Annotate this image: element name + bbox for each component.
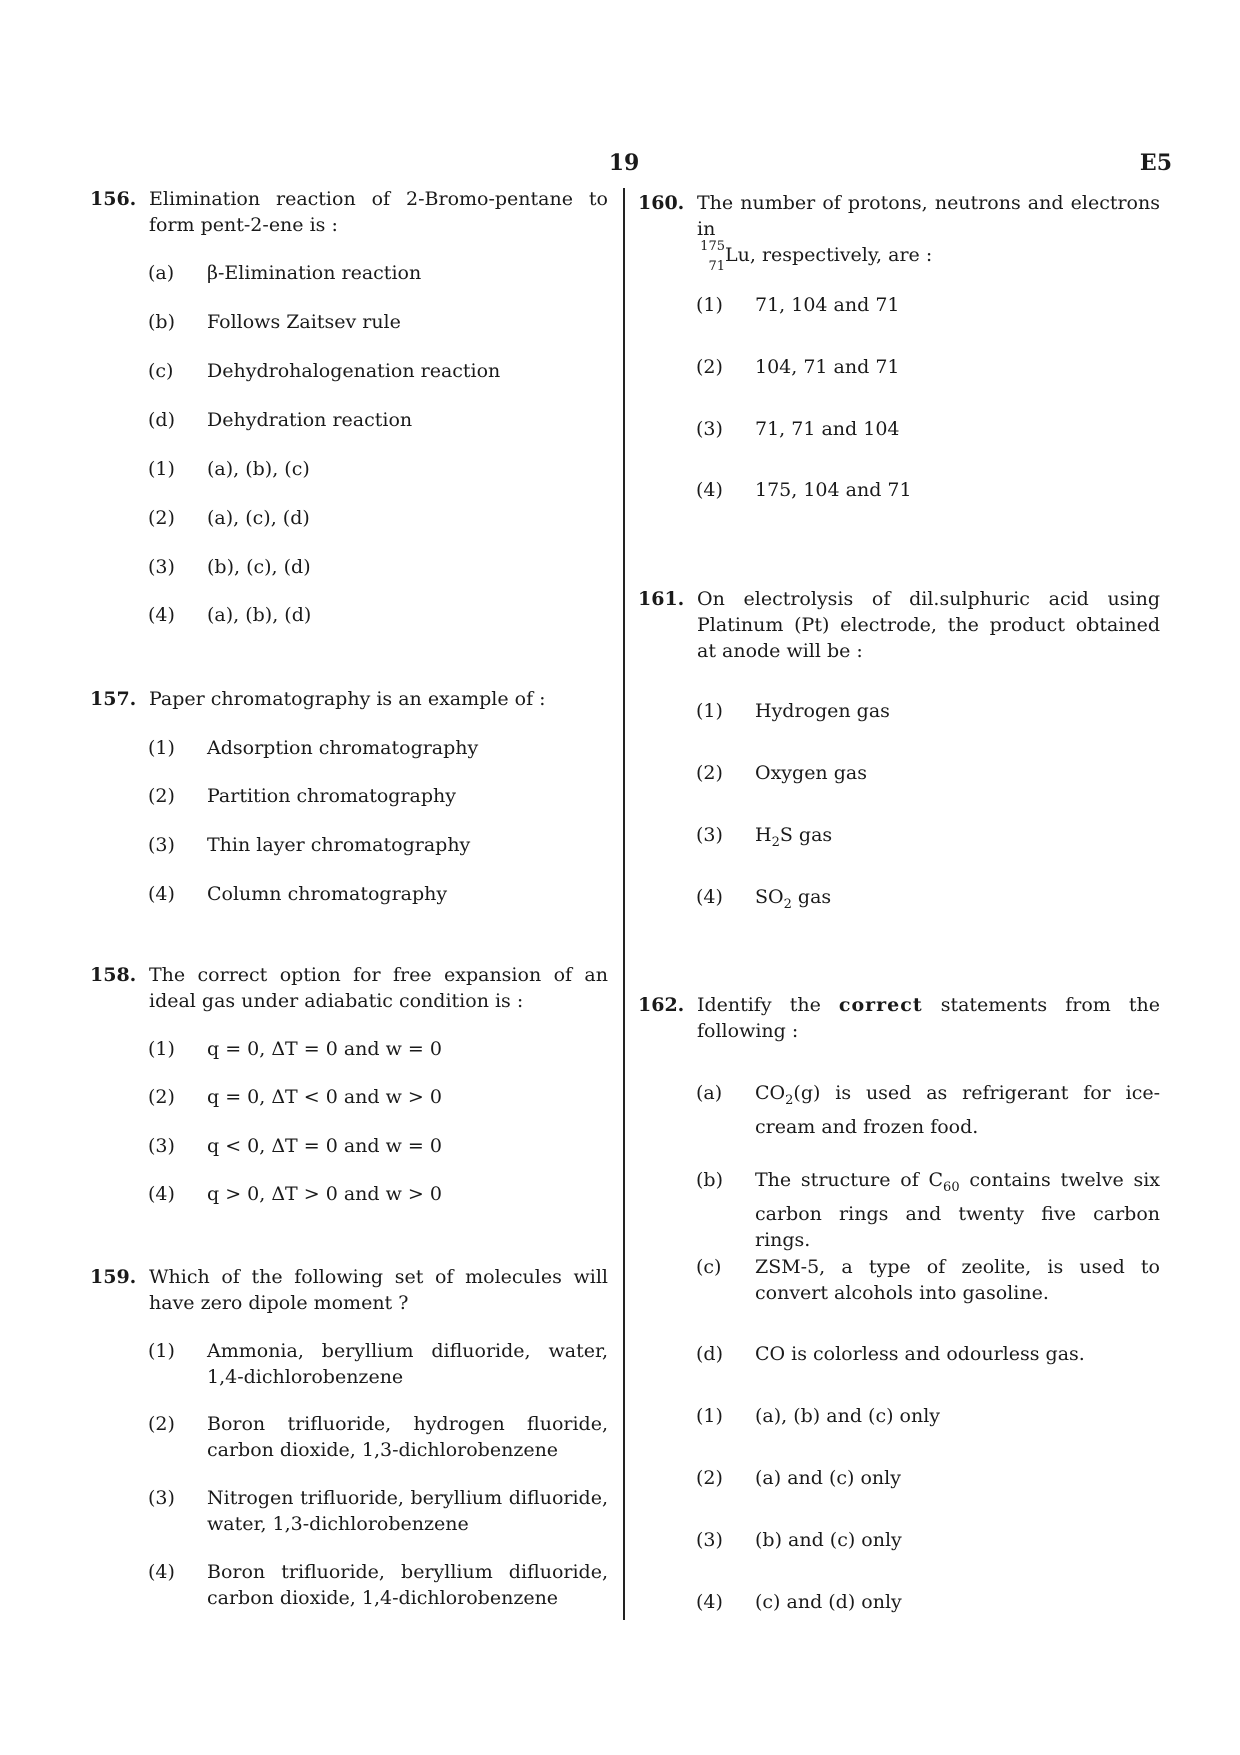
option-label: (4): [696, 886, 723, 908]
question-number: 162.: [638, 994, 685, 1016]
option-text: [755, 884, 1160, 918]
option-label: (4): [148, 883, 175, 905]
option-text: Adsorption chromatography: [207, 737, 479, 759]
option-label: (2): [148, 1086, 175, 1108]
option-label: (3): [696, 1529, 723, 1551]
option-1[interactable]: [148, 735, 608, 761]
question-157: [90, 686, 608, 712]
question-number: 158.: [90, 964, 137, 986]
option-4[interactable]: [696, 884, 1160, 918]
question-number: 159.: [90, 1266, 137, 1288]
option-1[interactable]: [696, 1403, 1160, 1429]
question-158: [90, 962, 608, 1014]
statement-text: ZSM-5, a type of zeolite, is used to convert alcohols into gasoline.: [755, 1256, 1160, 1304]
option-label: (4): [148, 1183, 175, 1205]
option-text: Hydrogen gas: [755, 700, 890, 722]
option-label: (1): [696, 1405, 723, 1427]
statement-c: [148, 358, 608, 384]
option-3[interactable]: [696, 416, 1160, 442]
option-1[interactable]: [696, 292, 1160, 318]
option-text: Column chromatography: [207, 883, 448, 905]
option-label: (4): [148, 604, 175, 626]
statement-label: (b): [148, 311, 175, 333]
question-159: [90, 1264, 608, 1316]
option-text: Boron trifluoride, beryllium difluoride, carbon dioxide, 1,4-dichlorobenzene: [207, 1561, 608, 1609]
option-label: (2): [696, 1467, 723, 1489]
page-number: 19: [608, 150, 640, 176]
statement-label: (b): [696, 1169, 723, 1191]
question-text: Elimination reaction of 2-Bromo-pentane to form pent-2-ene is :: [149, 188, 608, 236]
option-text: q > 0, ΔT > 0 and w > 0: [207, 1183, 442, 1205]
statement-d: [696, 1341, 1160, 1367]
option-4[interactable]: [696, 477, 1160, 503]
option-text: (a), (b), (c): [207, 458, 310, 480]
option-label: (2): [696, 762, 723, 784]
question-text-part: Identify the: [697, 994, 821, 1016]
isotope-notation: [697, 239, 725, 274]
statement-label: (a): [148, 262, 175, 284]
statement-text: Dehydrohalogenation reaction: [207, 360, 501, 382]
statement-label: (c): [696, 1256, 722, 1278]
option-1[interactable]: [148, 1036, 608, 1062]
subscript: 60: [943, 1179, 960, 1195]
option-label: (2): [696, 356, 723, 378]
subscript: 2: [785, 1092, 794, 1108]
option-3[interactable]: [148, 1485, 608, 1537]
question-text: [697, 992, 1160, 1044]
option-text: 175, 104 and 71: [755, 479, 912, 501]
option-text: Boron trifluoride, hydrogen fluoride, carbon dioxide, 1,3-dichlorobenzene: [207, 1413, 608, 1461]
statement-label: (a): [696, 1082, 723, 1104]
option-text: (c) and (d) only: [755, 1591, 902, 1613]
option-text: [755, 822, 1160, 856]
question-number: 160.: [638, 192, 685, 214]
statement-b: [696, 1167, 1160, 1253]
question-text-part: statements from the following :: [697, 994, 1160, 1042]
atomic-number: 71: [708, 259, 725, 274]
option-3[interactable]: [696, 822, 1160, 856]
option-label: (3): [148, 834, 175, 856]
formula-part: H: [755, 824, 772, 846]
formula-part: The structure of C: [755, 1169, 944, 1191]
option-label: (4): [148, 1561, 175, 1583]
option-4[interactable]: [148, 1559, 608, 1611]
emphasis-keyword: correct: [838, 994, 923, 1016]
option-text: q < 0, ΔT = 0 and w = 0: [207, 1135, 442, 1157]
option-4[interactable]: [148, 602, 608, 628]
formula-part: gas: [791, 886, 832, 908]
option-label: (3): [148, 556, 175, 578]
question-number: 156.: [90, 188, 137, 210]
formula-part: contains twelve six carbon rings and twenty five carbon rings.: [755, 1169, 1161, 1251]
option-label: (2): [148, 1413, 175, 1435]
option-3[interactable]: [696, 1527, 1160, 1553]
option-text: (a), (b) and (c) only: [755, 1405, 941, 1427]
statement-text: β-Elimination reaction: [207, 262, 422, 284]
option-3[interactable]: [148, 1133, 608, 1159]
option-2[interactable]: [696, 354, 1160, 380]
question-text: Which of the following set of molecules will have zero dipole moment ?: [149, 1266, 608, 1314]
option-label: (3): [696, 824, 723, 846]
option-2[interactable]: [148, 505, 608, 531]
option-label: (1): [148, 737, 175, 759]
option-text: 71, 104 and 71: [755, 294, 900, 316]
mass-number: 175: [700, 239, 725, 254]
question-text: On electrolysis of dil.sulphuric acid using Platinum (Pt) electrode, the product obtained at anode will be :: [697, 588, 1160, 662]
option-text: Oxygen gas: [755, 762, 867, 784]
option-label: (1): [148, 1340, 175, 1362]
question-text-part: , respectively, are :: [749, 244, 933, 266]
question-text: [697, 190, 1160, 274]
option-1[interactable]: [148, 1338, 608, 1390]
option-4[interactable]: [148, 1181, 608, 1207]
question-160: [638, 190, 1160, 274]
subscript: 2: [783, 896, 792, 912]
option-2[interactable]: [148, 1411, 608, 1463]
question-text: The correct option for free expansion of an ideal gas under adiabatic condition is :: [149, 964, 608, 1012]
statement-text: [755, 1167, 1160, 1253]
statement-text: CO is colorless and odourless gas.: [755, 1343, 1085, 1365]
option-label: (2): [148, 785, 175, 807]
booklet-code: E5: [1139, 150, 1172, 176]
question-156: [90, 186, 608, 238]
option-4[interactable]: [696, 1589, 1160, 1615]
option-text: 104, 71 and 71: [755, 356, 900, 378]
option-label: (1): [696, 700, 723, 722]
option-2[interactable]: [696, 760, 1160, 786]
question-number: 157.: [90, 688, 137, 710]
option-label: (4): [696, 479, 723, 501]
statement-text: Dehydration reaction: [207, 409, 413, 431]
option-2[interactable]: [696, 1465, 1160, 1491]
statement-text: [755, 1080, 1160, 1140]
subscript: 2: [771, 834, 780, 850]
statement-label: (c): [148, 360, 174, 382]
formula-part: SO: [755, 886, 784, 908]
option-label: (3): [148, 1487, 175, 1509]
option-text: (a), (c), (d): [207, 507, 310, 529]
statement-c: [696, 1254, 1160, 1306]
option-text: Nitrogen trifluoride, beryllium difluoride, water, 1,3-dichlorobenzene: [207, 1487, 608, 1535]
statement-label: (d): [696, 1343, 723, 1365]
formula-part: (g) is used as refrigerant for ice-cream and frozen food.: [755, 1082, 1160, 1138]
option-text: (a) and (c) only: [755, 1467, 901, 1489]
option-label: (1): [696, 294, 723, 316]
option-1[interactable]: [696, 698, 1160, 724]
question-text: Paper chromatography is an example of :: [149, 688, 546, 710]
option-label: (4): [696, 1591, 723, 1613]
option-text: q = 0, ΔT < 0 and w > 0: [207, 1086, 442, 1108]
question-text-part: The number of protons, neutrons and electrons in: [697, 192, 1160, 240]
option-label: (3): [148, 1135, 175, 1157]
statement-text: Follows Zaitsev rule: [207, 311, 401, 333]
option-text: (b) and (c) only: [755, 1529, 902, 1551]
question-162: [638, 992, 1160, 1044]
option-label: (1): [148, 458, 175, 480]
option-label: (3): [696, 418, 723, 440]
option-label: (2): [148, 507, 175, 529]
formula-part: CO: [755, 1082, 786, 1104]
option-text: (b), (c), (d): [207, 556, 311, 578]
option-text: 71, 71 and 104: [755, 418, 900, 440]
statement-d: [148, 407, 608, 433]
option-text: Partition chromatography: [207, 785, 457, 807]
formula-part: S gas: [779, 824, 833, 846]
option-2[interactable]: [148, 783, 608, 809]
statement-a: [148, 260, 608, 286]
question-161: [638, 586, 1160, 664]
statement-label: (d): [148, 409, 175, 431]
element-symbol: Lu: [725, 244, 750, 266]
option-3[interactable]: [148, 554, 608, 580]
option-1[interactable]: [148, 456, 608, 482]
option-text: (a), (b), (d): [207, 604, 312, 626]
statement-b: [148, 309, 608, 335]
option-label: (1): [148, 1038, 175, 1060]
option-4[interactable]: [148, 881, 608, 907]
option-text: Thin layer chromatography: [207, 834, 471, 856]
option-text: Ammonia, beryllium difluoride, water, 1,4-dichlorobenzene: [207, 1340, 608, 1388]
question-number: 161.: [638, 588, 685, 610]
column-divider: [623, 188, 625, 1620]
option-2[interactable]: [148, 1084, 608, 1110]
option-3[interactable]: [148, 832, 608, 858]
option-text: q = 0, ΔT = 0 and w = 0: [207, 1038, 442, 1060]
statement-a: [696, 1080, 1160, 1140]
